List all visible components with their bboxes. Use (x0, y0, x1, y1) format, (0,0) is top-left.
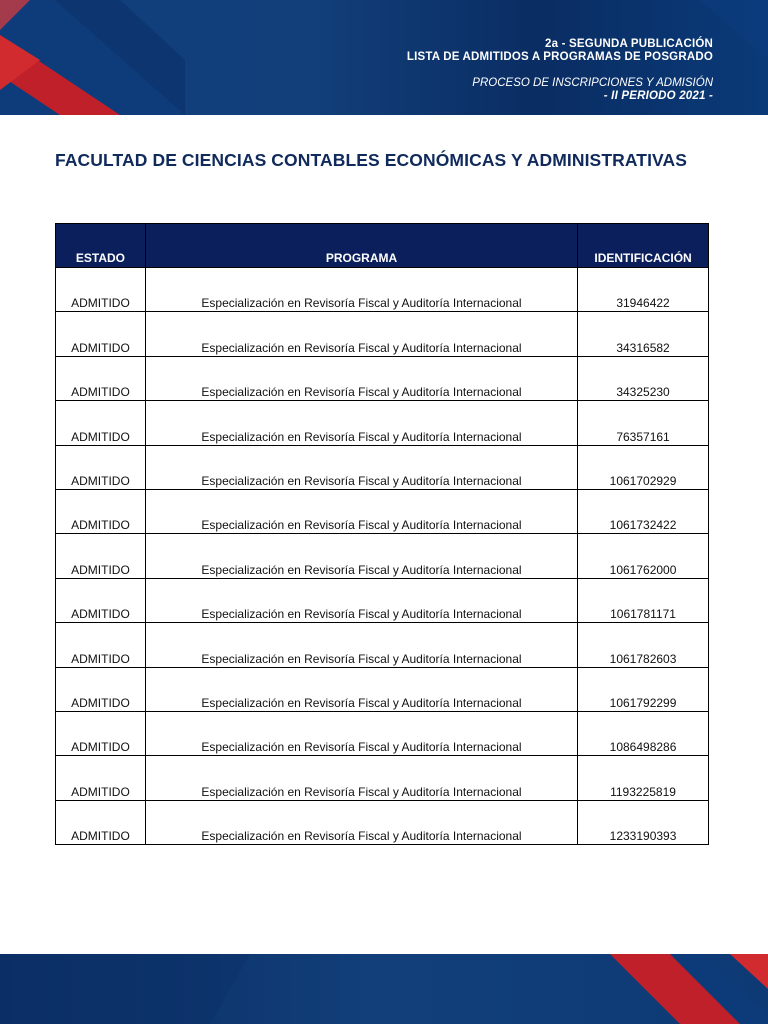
table-row (56, 401, 709, 445)
table-header-row (56, 224, 709, 268)
programa-cell: Especialización en Revisoría Fiscal y Auditoría Internacional (145, 445, 577, 489)
programa-cell: Especialización en Revisoría Fiscal y Auditoría Internacional (145, 667, 577, 711)
estado-cell: ADMITIDO (56, 445, 146, 489)
programa-cell: Especialización en Revisoría Fiscal y Auditoría Internacional (145, 268, 577, 312)
table-body (56, 268, 709, 845)
faculty-title: FACULTAD DE CIENCIAS CONTABLES ECONÓMICAS Y ADMINISTRATIVAS (55, 150, 688, 170)
estado-cell: ADMITIDO (56, 578, 146, 622)
table-row (56, 268, 709, 312)
publication-label: 2a - SEGUNDA PUBLICACIÓN (545, 38, 713, 50)
estado-cell: ADMITIDO (56, 356, 146, 400)
programa-cell: Especialización en Revisoría Fiscal y Auditoría Internacional (145, 489, 577, 533)
programa-cell: Especialización en Revisoría Fiscal y Auditoría Internacional (145, 578, 577, 622)
programa-cell: Especialización en Revisoría Fiscal y Auditoría Internacional (145, 711, 577, 755)
identificacion-cell: 1061782603 (578, 623, 709, 667)
table-row (56, 445, 709, 489)
table-row (56, 623, 709, 667)
admitted-table (55, 223, 709, 845)
identificacion-cell: 34325230 (578, 356, 709, 400)
identificacion-cell: 1233190393 (578, 800, 709, 844)
identificacion-cell: 76357161 (578, 401, 709, 445)
table-row (56, 356, 709, 400)
identificacion-cell: 1061781171 (578, 578, 709, 622)
identificacion-cell: 1061732422 (578, 489, 709, 533)
table-row (56, 667, 709, 711)
programa-cell: Especialización en Revisoría Fiscal y Auditoría Internacional (145, 401, 577, 445)
table-row (56, 711, 709, 755)
table-row (56, 800, 709, 844)
estado-cell: ADMITIDO (56, 401, 146, 445)
header-estado: ESTADO (56, 224, 146, 268)
estado-cell: ADMITIDO (56, 534, 146, 578)
header-text-block (407, 38, 713, 103)
header-identificacion: IDENTIFICACIÓN (578, 224, 709, 268)
table-row (56, 489, 709, 533)
list-title: LISTA DE ADMITIDOS A PROGRAMAS DE POSGRADO (406, 51, 713, 63)
programa-cell: Especialización en Revisoría Fiscal y Auditoría Internacional (145, 312, 577, 356)
estado-cell: ADMITIDO (56, 667, 146, 711)
header-banner (0, 0, 768, 115)
process-label: PROCESO DE INSCRIPCIONES Y ADMISIÓN (472, 77, 713, 89)
identificacion-cell: 1061702929 (578, 445, 709, 489)
identificacion-cell: 1061762000 (578, 534, 709, 578)
table-row (56, 756, 709, 800)
identificacion-cell: 1086498286 (578, 711, 709, 755)
period-label: - II PERIODO 2021 - (603, 90, 713, 102)
identificacion-cell: 31946422 (578, 268, 709, 312)
programa-cell: Especialización en Revisoría Fiscal y Auditoría Internacional (145, 623, 577, 667)
identificacion-cell: 1193225819 (578, 756, 709, 800)
estado-cell: ADMITIDO (56, 489, 146, 533)
table-row (56, 534, 709, 578)
estado-cell: ADMITIDO (56, 756, 146, 800)
programa-cell: Especialización en Revisoría Fiscal y Auditoría Internacional (145, 800, 577, 844)
estado-cell: ADMITIDO (56, 268, 146, 312)
header-programa: PROGRAMA (145, 224, 577, 268)
estado-cell: ADMITIDO (56, 800, 146, 844)
table-row (56, 578, 709, 622)
estado-cell: ADMITIDO (56, 711, 146, 755)
identificacion-cell: 34316582 (578, 312, 709, 356)
programa-cell: Especialización en Revisoría Fiscal y Auditoría Internacional (145, 356, 577, 400)
programa-cell: Especialización en Revisoría Fiscal y Auditoría Internacional (145, 534, 577, 578)
footer-banner (0, 954, 768, 1024)
identificacion-cell: 1061792299 (578, 667, 709, 711)
footer-decoration (0, 954, 768, 1024)
table-row (56, 312, 709, 356)
estado-cell: ADMITIDO (56, 623, 146, 667)
programa-cell: Especialización en Revisoría Fiscal y Auditoría Internacional (145, 756, 577, 800)
estado-cell: ADMITIDO (56, 312, 146, 356)
